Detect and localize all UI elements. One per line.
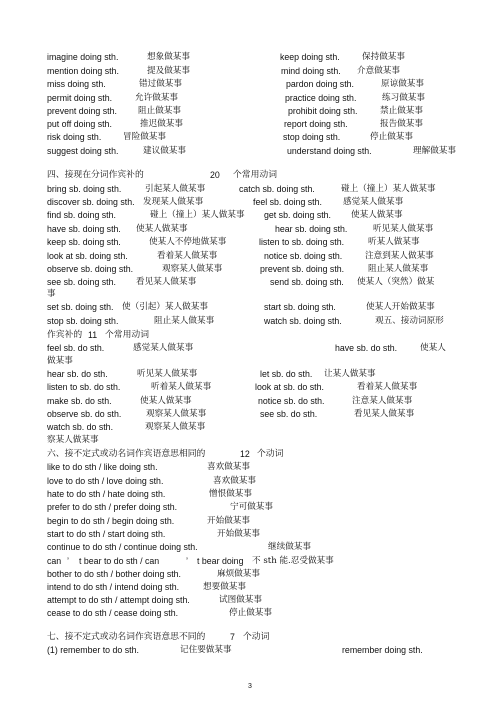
heading-text: 作宾补的 xyxy=(47,330,83,340)
phrase-row xyxy=(47,196,466,208)
phrase-left: (1) remember to do sth. xyxy=(47,645,139,655)
section-heading xyxy=(47,631,466,643)
phrase-right: pardon doing sth. xyxy=(286,79,354,89)
meaning-left: 停止做某事 xyxy=(229,608,272,618)
phrase-left: hate to do sth / hate doing sth. xyxy=(47,489,166,499)
meaning-right: 保持做某事 xyxy=(362,52,405,62)
wrapped-text xyxy=(47,355,466,367)
meaning-left: 憎恨做某事 xyxy=(209,489,252,499)
phrase-row xyxy=(47,528,466,540)
phrase-left: bother to do sth / bother doing sth. xyxy=(47,569,181,579)
phrase-right: listen to sb. doing sth. xyxy=(259,237,345,247)
phrase-row xyxy=(47,488,466,500)
phrase-left: see sb. doing sth. xyxy=(47,277,116,287)
meaning-left: 观察某人做某事 xyxy=(162,264,223,274)
phrase-right: prevent sb. doing sth. xyxy=(260,264,345,274)
phrase-left: cease to do sth / cease doing sth. xyxy=(47,608,179,618)
phrase-row xyxy=(47,541,466,553)
phrase-row xyxy=(47,408,466,420)
phrase-row xyxy=(47,65,466,77)
meaning-left: 观察某人做某事 xyxy=(145,422,206,432)
phrase-right: have sb. do sth. xyxy=(335,343,398,353)
meaning-left: 发现某人做某事 xyxy=(143,197,204,207)
phrase-row xyxy=(47,105,466,117)
heading-text: 个常用动词 xyxy=(233,170,277,180)
phrase-row xyxy=(47,515,466,527)
meaning-left: 阻止某人做某事 xyxy=(154,316,215,326)
phrase-left: prevent doing sth. xyxy=(47,106,117,116)
heading-count: 12 xyxy=(240,449,250,459)
phrase-row xyxy=(47,555,466,567)
phrase-row xyxy=(47,92,466,104)
phrase-row xyxy=(47,51,466,63)
phrase-right: keep doing sth. xyxy=(280,52,340,62)
phrase-right: get sb. doing sth. xyxy=(264,210,331,220)
meaning-left: 引起某人做某事 xyxy=(145,184,206,194)
phrase-row xyxy=(47,145,466,157)
meaning-right: 报告做某事 xyxy=(380,119,423,129)
phrase-row xyxy=(47,475,466,487)
phrase-left: miss doing sth. xyxy=(47,79,106,89)
meaning-left: 推迟做某事 xyxy=(140,119,183,129)
phrase-left: find sb. doing sth. xyxy=(47,210,116,220)
meaning-right: 使某人 xyxy=(420,343,446,353)
phrase-left: listen to sb. do sth. xyxy=(47,382,121,392)
phrase-row xyxy=(47,78,466,90)
phrase-row xyxy=(47,276,466,288)
meaning-left: 记住要做某事 xyxy=(180,645,232,655)
phrase-left: continue to do sth / continue doing sth. xyxy=(47,542,198,552)
meaning-left: 允许做某事 xyxy=(135,93,178,103)
phrase-row xyxy=(47,301,466,313)
page-number: 3 xyxy=(248,683,252,690)
phrase-right: catch sb. doing sth. xyxy=(239,184,315,194)
phrase-left: suggest doing sth. xyxy=(47,146,119,156)
heading-text: 六、接不定式或动名词作宾语意思相同的 xyxy=(47,449,206,459)
phrase-left: hear sb. do sth. xyxy=(47,369,108,379)
heading-count: 7 xyxy=(230,632,235,642)
phrase-row xyxy=(47,342,466,354)
meaning-right: 理解做某事 xyxy=(413,146,456,156)
meaning-right: 原谅做某事 xyxy=(381,79,424,89)
meaning-left: 看着某人做某事 xyxy=(157,251,218,261)
phrase-right: notice sb. doing sth. xyxy=(264,251,343,261)
meaning-left: 错过做某事 xyxy=(139,79,182,89)
phrase-right: remember doing sth. xyxy=(342,645,423,655)
phrase-right: practice doing sth. xyxy=(285,93,357,103)
wrap-text: 察某人做某事 xyxy=(47,435,99,445)
phrase-left: put off doing sth. xyxy=(47,119,112,129)
phrase-left: discover sb. doing sth. xyxy=(47,197,135,207)
phrase-left: start to do sth / start doing sth. xyxy=(47,529,166,539)
meaning-left: 看见某人做某事 xyxy=(136,277,197,287)
phrase-left: have sb. doing sth. xyxy=(47,224,121,234)
phrase-left: attempt to do sth / attempt doing sth. xyxy=(47,595,190,605)
meaning-left: 继续做某事 xyxy=(268,542,311,552)
phrase-row xyxy=(47,368,466,380)
phrase-left: look at sb. doing sth. xyxy=(47,251,128,261)
meaning-left: 试图做某事 xyxy=(219,595,262,605)
phrase-row xyxy=(47,581,466,593)
phrase-row xyxy=(47,209,466,221)
heading-count: 11 xyxy=(88,330,98,340)
meaning-right: 看见某人做某事 xyxy=(354,409,415,419)
section-heading xyxy=(47,329,466,341)
phrase-right: hear sb. doing sth. xyxy=(275,224,348,234)
phrase-left: imagine doing sth. xyxy=(47,52,119,62)
meaning-left: 建议做某事 xyxy=(143,146,186,156)
meaning-right: 练习做某事 xyxy=(382,93,425,103)
meaning-right: 看着某人做某事 xyxy=(357,382,418,392)
phrase-row xyxy=(47,395,466,407)
phrase-right: stop doing sth. xyxy=(283,132,341,142)
apostrophe: ’ xyxy=(67,556,69,566)
meaning-right: 注意某人做某事 xyxy=(352,396,413,406)
phrase-row xyxy=(47,183,466,195)
meaning-right: 观五、接动词原形 xyxy=(375,316,444,326)
meaning-left: 听见某人做某事 xyxy=(137,369,198,379)
meaning-left: 冒险做某事 xyxy=(123,132,166,142)
meaning-right: 听见某人做某事 xyxy=(373,224,434,234)
meaning-left: 想要做某事 xyxy=(203,582,246,592)
meaning-left: 喜欢做某事 xyxy=(213,476,256,486)
phrase-row xyxy=(47,594,466,606)
phrase-left: mention doing sth. xyxy=(47,66,119,76)
phrase-row xyxy=(47,461,466,473)
meaning-left: 听着某人做某事 xyxy=(151,382,212,392)
phrase-left: like to do sth / like doing sth. xyxy=(47,462,158,472)
meaning-right: 让某人做某事 xyxy=(324,369,376,379)
phrase-right: mind doing sth. xyxy=(281,66,341,76)
heading-count: 20 xyxy=(210,170,220,180)
meaning-right: 使某人开始做某事 xyxy=(366,302,435,312)
phrase-row xyxy=(47,250,466,262)
phrase-left: observe sb. doing sth. xyxy=(47,264,134,274)
meaning-right: 阻止某人做某事 xyxy=(368,264,429,274)
phrase-row xyxy=(47,607,466,619)
meaning-left: 使某人不停地做某事 xyxy=(149,237,227,247)
phrase-right: feel sb. doing sth. xyxy=(253,197,322,207)
phrase-row xyxy=(47,421,466,433)
phrase-left: intend to do sth / intend doing sth. xyxy=(47,582,180,592)
phrase-left: begin to do sth / begin doing sth. xyxy=(47,516,175,526)
meaning-left: 感觉某人做某事 xyxy=(133,343,194,353)
heading-text: 个动词 xyxy=(257,449,284,459)
meaning-left: 提及做某事 xyxy=(147,66,190,76)
wrap-char: 事 xyxy=(47,289,56,299)
phrase-row xyxy=(47,315,466,327)
meaning-left: 阻止做某事 xyxy=(138,106,181,116)
meaning-left: 开始做某事 xyxy=(217,529,260,539)
meaning-left: 观察某人做某事 xyxy=(146,409,207,419)
apostrophe: ’ xyxy=(186,556,188,566)
phrase-part: t bear doing xyxy=(197,556,244,566)
meaning-left: 使某人做某事 xyxy=(136,224,188,234)
meaning-right: 禁止做某事 xyxy=(380,106,423,116)
phrase-right: see sb. do sth. xyxy=(260,409,318,419)
meaning-right: 使某人（突然）做某 xyxy=(357,277,435,287)
phrase-right: report doing sth. xyxy=(284,119,348,129)
phrase-row xyxy=(47,263,466,275)
heading-text: 四、接现在分词作宾补的 xyxy=(47,170,144,180)
phrase-row xyxy=(47,381,466,393)
phrase-left: bring sb. doing sth. xyxy=(47,184,122,194)
phrase-row xyxy=(47,223,466,235)
phrase-right: understand doing sth. xyxy=(287,146,372,156)
phrase-left: make sb. do sth. xyxy=(47,396,112,406)
meaning-right: 碰上（撞上）某人做某事 xyxy=(341,184,436,194)
phrase-row xyxy=(47,131,466,143)
phrase-left: prefer to do sth / prefer doing sth. xyxy=(47,502,178,512)
phrase-row xyxy=(47,118,466,130)
phrase-left: permit doing sth. xyxy=(47,93,113,103)
meaning-left: 宁可做某事 xyxy=(230,502,273,512)
meaning-right: 使某人做某事 xyxy=(351,210,403,220)
phrase-left: keep sb. doing sth. xyxy=(47,237,121,247)
section-heading xyxy=(47,448,466,460)
heading-text: 个常用动词 xyxy=(105,330,149,340)
phrase-left: observe sb. do sth. xyxy=(47,409,122,419)
phrase-right: prohibit doing sth. xyxy=(288,106,358,116)
meaning-left: 想象做某事 xyxy=(147,52,190,62)
phrase-right: look at sb. do sth. xyxy=(255,382,324,392)
meaning-left: 使某人做某事 xyxy=(140,396,192,406)
meaning-left: 开始做某事 xyxy=(207,516,250,526)
wrapped-text xyxy=(47,434,466,446)
phrase-left: set sb. doing sth. xyxy=(47,302,114,312)
phrase-left: love to do sth / love doing sth. xyxy=(47,476,164,486)
phrase-right: start sb. doing sth. xyxy=(264,302,336,312)
meaning-left: 喜欢做某事 xyxy=(207,462,250,472)
phrase-right: let sb. do sth. xyxy=(260,369,313,379)
phrase-part: t bear to do sth / can xyxy=(79,556,160,566)
meaning-left: 麻烦做某事 xyxy=(217,569,260,579)
phrase-row xyxy=(47,501,466,513)
wrapped-text xyxy=(47,288,466,300)
section-heading xyxy=(47,169,466,181)
phrase-row xyxy=(47,644,466,656)
phrase-right: notice sb. do sth. xyxy=(258,396,325,406)
phrase-left: feel sb. do sth. xyxy=(47,343,105,353)
meaning-right: 停止做某事 xyxy=(370,132,413,142)
meaning-left: 碰上（撞上）某人做某事 xyxy=(150,210,245,220)
phrase-right: watch sb. doing sth. xyxy=(264,316,342,326)
phrase-part: can xyxy=(47,556,62,566)
meaning-right: 介意做某事 xyxy=(357,66,400,76)
phrase-row xyxy=(47,236,466,248)
phrase-left: watch sb. do sth. xyxy=(47,422,114,432)
meaning-right: 注意到某人做某事 xyxy=(365,251,434,261)
meaning-left: 不 sth 能.忍受做某事 xyxy=(252,556,334,566)
phrase-right: send sb. doing sth. xyxy=(270,277,344,287)
heading-text: 七、接不定式或动名词作宾语意思不同的 xyxy=(47,632,206,642)
heading-text: 个动词 xyxy=(243,632,270,642)
meaning-right: 听某人做某事 xyxy=(368,237,420,247)
phrase-left: risk doing sth. xyxy=(47,132,102,142)
meaning-right: 感觉某人做某事 xyxy=(343,197,404,207)
wrap-text: 做某事 xyxy=(47,356,73,366)
meaning-left: 使（引起）某人做某事 xyxy=(122,302,208,312)
phrase-row xyxy=(47,568,466,580)
phrase-left: stop sb. doing sth. xyxy=(47,316,119,326)
